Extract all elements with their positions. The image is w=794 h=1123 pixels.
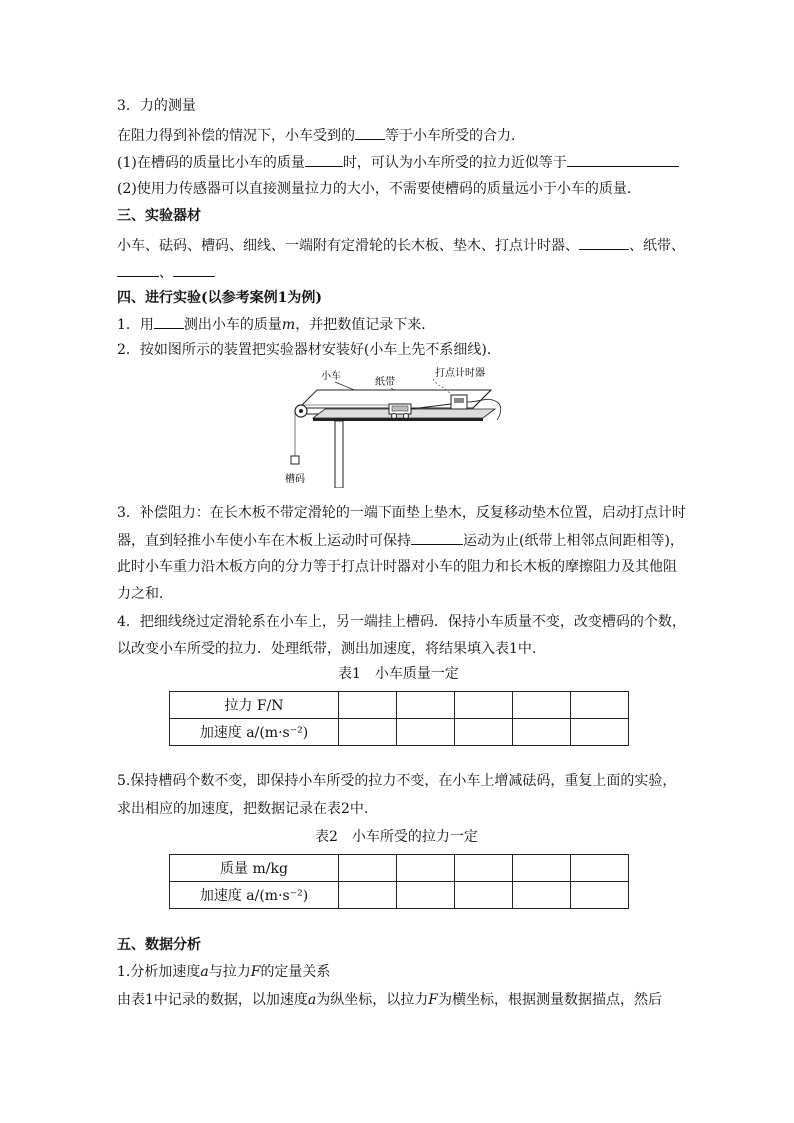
var-m: m xyxy=(281,317,296,333)
text: (1)在槽码的质量比小车的质量 xyxy=(117,155,305,171)
step-3-line-2 xyxy=(117,530,684,551)
table-row-label: 拉力 F/N xyxy=(170,692,339,719)
table-cell[interactable] xyxy=(571,882,629,909)
table-cell[interactable] xyxy=(513,855,571,882)
text: 、纸带、 xyxy=(629,238,685,254)
equipment-heading: 三、实验器材 xyxy=(117,208,201,224)
var-a: a xyxy=(307,992,317,1008)
table-cell[interactable] xyxy=(339,692,397,719)
table-row xyxy=(170,692,629,719)
table-cell[interactable] xyxy=(513,882,571,909)
table-cell[interactable] xyxy=(455,719,513,746)
text: 、 xyxy=(159,265,173,281)
fill-blank[interactable] xyxy=(579,235,629,250)
step-4-line-2: 以改变小车所受的拉力．处理纸带，测出加速度，将结果填入表1中． xyxy=(117,641,546,657)
step-1 xyxy=(117,314,435,335)
equipment-line-2 xyxy=(117,262,215,283)
table-row xyxy=(170,719,629,746)
force-line-2 xyxy=(117,152,679,173)
cart-window xyxy=(392,406,408,411)
step-3-line-1: 3．补偿阻力：在长木板不带定滑轮的一端下面垫上垫木，反复移动垫木位置，启动打点计时 xyxy=(117,505,686,521)
table-cell[interactable] xyxy=(397,692,455,719)
var-a: a xyxy=(200,964,209,980)
fill-blank[interactable] xyxy=(305,152,343,167)
fill-blank[interactable] xyxy=(173,262,215,277)
table-row-label: 质量 m/kg xyxy=(170,855,339,882)
table-cell[interactable] xyxy=(339,882,397,909)
table-2-caption: 表2 小车所受的拉力一定 xyxy=(315,829,478,845)
text: 器，直到轻推小车使小车在木板上运动时可保持 xyxy=(117,533,411,549)
table-cell[interactable] xyxy=(513,692,571,719)
analysis-line-1 xyxy=(117,990,662,1010)
fill-blank[interactable] xyxy=(355,125,385,140)
analysis-subheading xyxy=(117,962,330,982)
text: 为横坐标，根据测量数据描点，然后 xyxy=(438,992,662,1008)
force-line-3: (2)使用力传感器可以直接测量拉力的大小，不需要使槽码的质量远小于小车的质量． xyxy=(117,181,641,197)
table-cell[interactable] xyxy=(571,692,629,719)
apparatus-drawing xyxy=(283,364,505,488)
table-row xyxy=(170,882,629,909)
step-3-line-4: 力之和． xyxy=(117,586,173,602)
table-row xyxy=(170,855,629,882)
table-cell[interactable] xyxy=(397,719,455,746)
table-1-caption: 表1 小车质量一定 xyxy=(338,666,459,682)
apparatus-figure xyxy=(283,364,505,488)
table-2 xyxy=(169,854,629,909)
label-weight: 槽码 xyxy=(285,474,305,485)
text: 1．用 xyxy=(117,317,154,333)
analysis-heading: 五、数据分析 xyxy=(117,937,201,953)
timer-panel xyxy=(454,398,464,403)
hanging-weight xyxy=(291,456,299,464)
step-4-line-1: 4．把细线绕过定滑轮系在小车上，另一端挂上槽码．保持小车质量不变，改变槽码的个数， xyxy=(117,614,686,630)
text: 等于小车所受的合力． xyxy=(385,128,525,144)
table-cell[interactable] xyxy=(455,692,513,719)
fill-blank[interactable] xyxy=(567,152,679,167)
text: 小车、砝码、槽码、细线、一端附有定滑轮的长木板、垫木、打点计时器、 xyxy=(117,238,579,254)
text: 在阻力得到补偿的情况下，小车受到的 xyxy=(117,128,355,144)
fill-blank[interactable] xyxy=(154,314,184,329)
table-cell[interactable] xyxy=(571,719,629,746)
fill-blank[interactable] xyxy=(117,262,159,277)
step-5-line-2: 求出相应的加速度，把数据记录在表2中． xyxy=(117,801,378,817)
table-cell[interactable] xyxy=(397,855,455,882)
table-cell[interactable] xyxy=(339,719,397,746)
text: 测出小车的质量 xyxy=(183,317,282,333)
procedure-heading: 四、进行实验(以参考案例1为例) xyxy=(117,290,322,306)
table-1 xyxy=(169,691,629,746)
text: 的定量关系 xyxy=(260,964,331,980)
table-row-label: 加速度 a/(m·s⁻²) xyxy=(170,882,339,909)
step-2: 2．按如图所示的装置把实验器材安装好(小车上先不系细线)． xyxy=(117,342,501,358)
force-measure-heading: 3．力的测量 xyxy=(117,98,196,114)
equipment-line-1 xyxy=(117,235,685,256)
var-f: F xyxy=(250,964,261,980)
cart-wheel xyxy=(404,414,409,419)
label-car: 小车 xyxy=(321,371,341,382)
fill-blank[interactable] xyxy=(411,530,463,545)
text: ，并把数值记录下来． xyxy=(295,317,436,333)
table-cell[interactable] xyxy=(513,719,571,746)
table-cell[interactable] xyxy=(571,855,629,882)
table-cell[interactable] xyxy=(455,855,513,882)
label-timer: 打点计时器 xyxy=(435,368,485,379)
text: 时，可认为小车所受的拉力近似等于 xyxy=(342,155,567,171)
cart-wheel xyxy=(392,414,397,419)
pulley-axle xyxy=(299,409,303,413)
table-cell[interactable] xyxy=(397,882,455,909)
table-cell[interactable] xyxy=(455,882,513,909)
text: 由表1中记录的数据，以加速度 xyxy=(117,992,308,1008)
table-row-label: 加速度 a/(m·s⁻²) xyxy=(170,719,339,746)
text: 运动为止(纸带上相邻点间距相等)， xyxy=(463,533,684,549)
step-3-line-3: 此时小车重力沿木板方向的分力等于打点计时器对小车的阻力和长木板的摩擦阻力及其他阻 xyxy=(117,559,677,575)
table-leg xyxy=(335,421,343,488)
table-cell[interactable] xyxy=(339,855,397,882)
label-tape: 纸带 xyxy=(375,377,395,388)
step-5-line-1: 5.保持槽码个数不变，即保持小车所受的拉力不变，在小车上增减砝码，重复上面的实验， xyxy=(117,773,677,789)
text: 1.分析加速度 xyxy=(117,964,201,980)
text: 与拉力 xyxy=(208,964,251,980)
var-f: F xyxy=(428,992,438,1008)
text: 为纵坐标，以拉力 xyxy=(316,992,429,1008)
force-line-1 xyxy=(117,125,525,146)
